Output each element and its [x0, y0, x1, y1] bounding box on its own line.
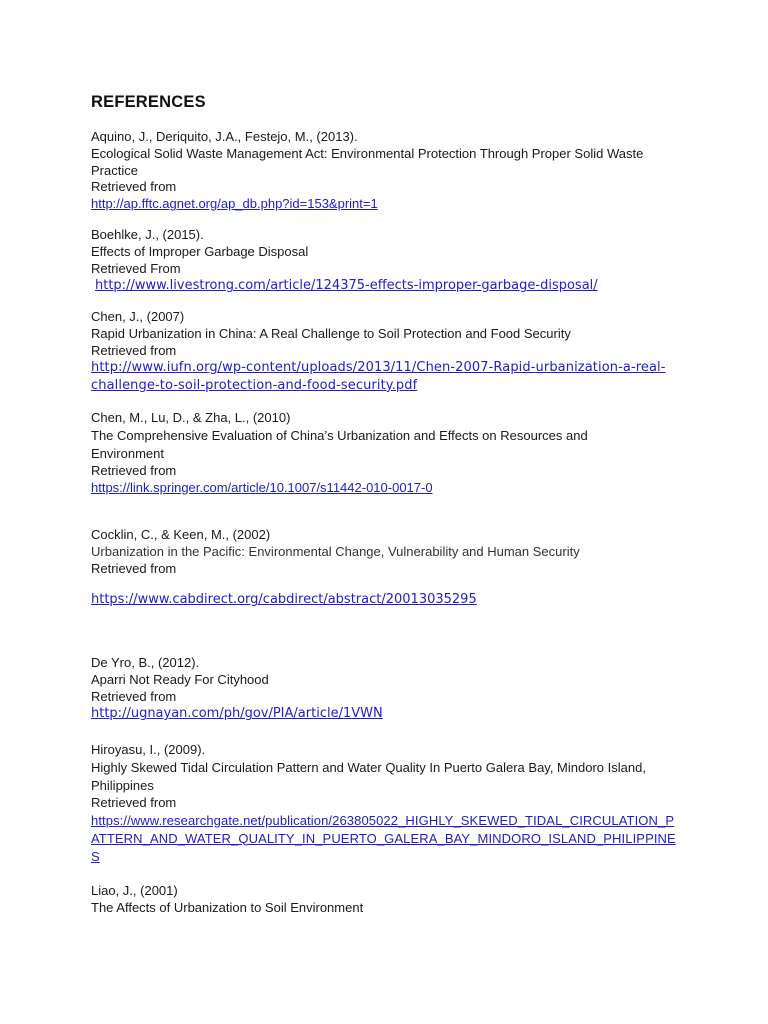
- reference-entry: [91, 410, 691, 496]
- reference-retrieved: Retrieved from: [91, 794, 177, 810]
- reference-author: Aquino, J., Deriquito, J.A., Festejo, M., (2013).: [91, 129, 358, 144]
- reference-title: The Comprehensive Evaluation of China’s Urbanization and Effects on Resources and Environment: [91, 427, 588, 461]
- reference-author: Liao, J., (2001): [91, 883, 178, 898]
- reference-link[interactable]: https://www.researchgate.net/publication/263805022_HIGHLY_SKEWED_TIDAL_CIRCULATION_PATTERN_AND_WATER_QUALITY_IN_PUERTO_GALERA_BAY_MINDORO_ISLAND_PHILIPPINES: [91, 812, 676, 864]
- reference-author: De Yro, B., (2012).: [91, 655, 200, 670]
- reference-link[interactable]: http://ugnayan.com/ph/gov/PIA/article/1VWN: [91, 706, 383, 722]
- reference-title: Aparri Not Ready For Cityhood: [91, 671, 269, 687]
- reference-author: Cocklin, C., & Keen, M., (2002): [91, 527, 271, 542]
- reference-author: Boehlke, J., (2015).: [91, 227, 204, 242]
- reference-title: Highly Skewed Tidal Circulation Pattern and Water Quality In Puerto Galera Bay, Mindoro Island, Philippines: [91, 759, 646, 793]
- reference-link[interactable]: https://link.springer.com/article/10.1007/s11442-010-0017-0: [91, 479, 433, 495]
- references-heading: REFERENCES: [91, 93, 206, 111]
- reference-title: The Affects of Urbanization to Soil Environment: [91, 899, 364, 915]
- reference-retrieved: Retrieved from: [91, 688, 177, 704]
- reference-link[interactable]: http://www.livestrong.com/article/124375-effects-improper-garbage-disposal/: [95, 278, 598, 294]
- reference-link[interactable]: http://ap.fftc.agnet.org/ap_db.php?id=153&print=1: [91, 196, 378, 212]
- reference-link[interactable]: http://www.iufn.org/wp-content/uploads/2013/11/Chen-2007-Rapid-urbanization-a-real-challenge-to-soil-protection-and-food-security.pdf: [91, 360, 666, 393]
- reference-title: Rapid Urbanization in China: A Real Challenge to Soil Protection and Food Security: [91, 325, 571, 341]
- reference-entry: [91, 742, 691, 866]
- reference-entry: [91, 883, 691, 917]
- reference-title: Urbanization in the Pacific: Environmental Change, Vulnerability and Human Security: [91, 543, 580, 559]
- reference-entry: [91, 309, 691, 394]
- reference-entry: [91, 227, 691, 295]
- reference-entry: [91, 527, 691, 609]
- reference-link[interactable]: https://www.cabdirect.org/cabdirect/abstract/20013035295: [91, 592, 477, 608]
- reference-author: Chen, M., Lu, D., & Zha, L., (2010): [91, 410, 291, 425]
- reference-title: Effects of Improper Garbage Disposal: [91, 243, 309, 259]
- reference-author: Hiroyasu, I., (2009).: [91, 742, 206, 757]
- reference-title: Ecological Solid Waste Management Act: Environmental Protection Through Proper Solid Waste Practice: [91, 145, 644, 178]
- reference-entry: [91, 655, 691, 723]
- reference-author: Chen, J., (2007): [91, 309, 185, 324]
- reference-retrieved: Retrieved from: [91, 462, 177, 478]
- reference-entry: [91, 129, 691, 213]
- reference-retrieved: Retrieved From: [91, 260, 181, 276]
- reference-retrieved: Retrieved from: [91, 342, 177, 358]
- reference-retrieved: Retrieved from: [91, 560, 177, 576]
- reference-retrieved: Retrieved from: [91, 179, 177, 195]
